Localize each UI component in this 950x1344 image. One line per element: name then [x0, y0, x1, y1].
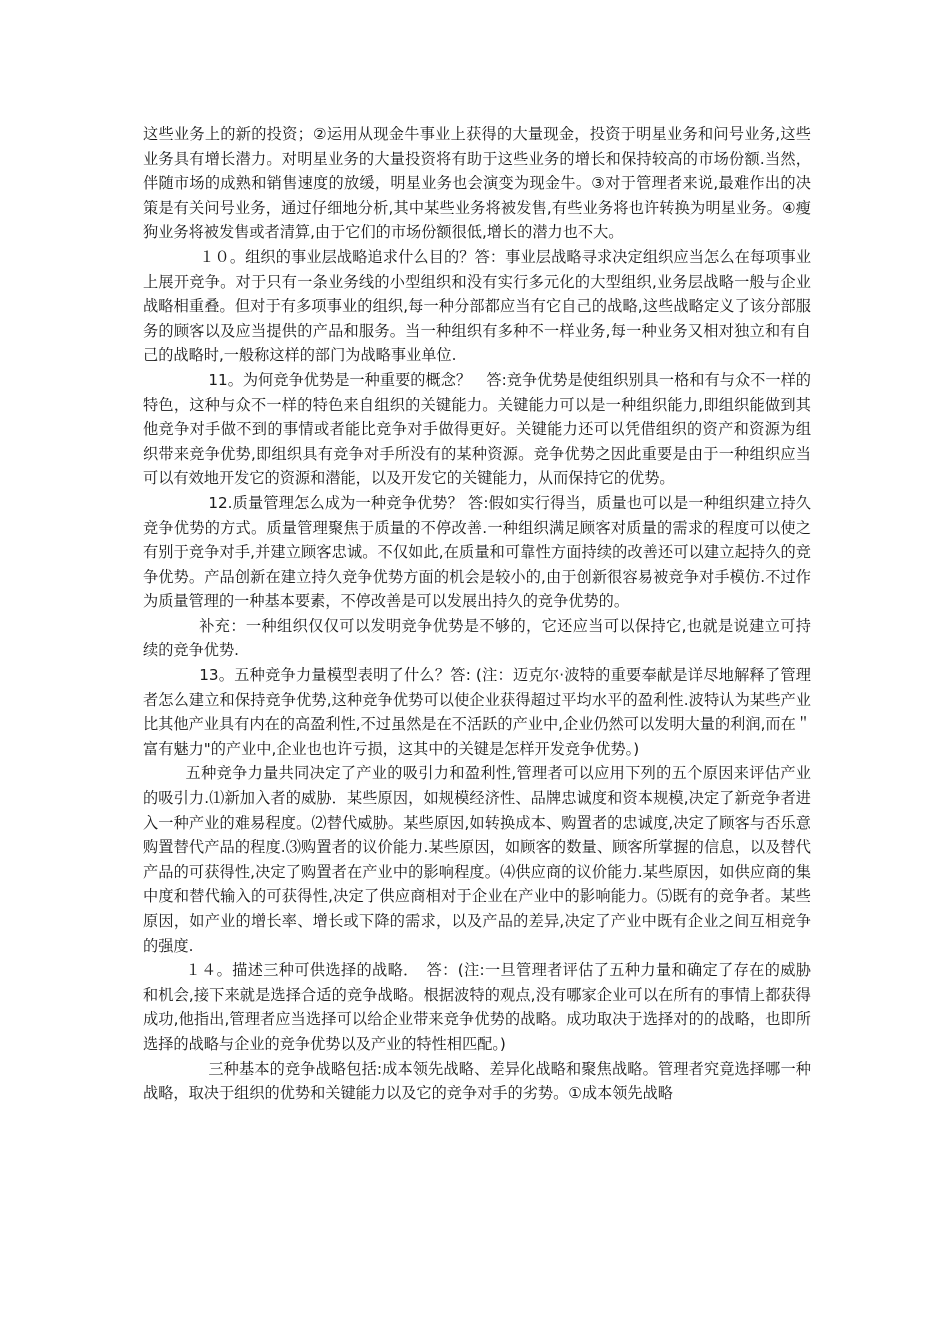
paragraph-generic-strategies: 三种基本的竞争战略包括:成本领先战略、差异化战略和聚焦战略。管理者究竟选择哪一种战略，取决于组织的优势和关键能力以及它的竞争对手的劣势。①成本领先战略	[143, 1059, 811, 1103]
paragraph-q10-business-strategy: １０。组织的事业层战略追求什么目的？答：事业层战略寻求决定组织应当怎么在每项事业上展开竞争。对于只有一条业务线的小型组织和没有实行多元化的大型组织,业务层战略一般与企业战略相重叠。但对于有多项事业的组织,每一种分部都应当有它自己的战略,这些战略定义了该分部服务的顾客以及应当提供的产品和服务。当一种组织有多种不一样业务,每一种业务又相对独立和有自己的战略时,一般称这样的部门为战略事业单位.	[143, 247, 811, 365]
paragraph-supplement: 补充：一种组织仅仅可以发明竞争优势是不够的，它还应当可以保持它,也就是说建立可持续的竞争优势.	[143, 616, 811, 660]
paragraph-q14-three-strategies: １４。描述三种可供选择的战略． 答：(注:一旦管理者评估了五种力量和确定了存在的威胁和机会,接下来就是选择合适的竞争战略。根据波特的观点,没有哪家企业可以在所有的事情上都获得成功,他指出,管理者应当选择可以给企业带来竞争优势的战略。成功取决于选择对的的战略，也即所选择的战略与企业的竞争优势以及产业的特性相匹配。)	[143, 961, 811, 1053]
paragraph-q12-quality-management: 12.质量管理怎么成为一种竞争优势？ 答:假如实行得当，质量也可以是一种组织建立持久竞争优势的方式。质量管理聚焦于质量的不停改善.一种组织满足顾客对质量的需求的程度可以使之有别于竞争对手,并建立顾客忠诚。不仅如此,在质量和可靠性方面持续的改善还可以建立起持久的竞争优势。产品创新在建立持久竞争优势方面的机会是较小的,由于创新很容易被竞争对手模仿.不过作为质量管理的一种基本要素，不停改善是可以发展出持久的竞争优势的。	[143, 493, 811, 611]
paragraph-five-forces-detail: 五种竞争力量共同决定了产业的吸引力和盈利性,管理者可以应用下列的五个原因来评估产业的吸引力.⑴新加入者的威胁．某些原因，如规模经济性、品牌忠诚度和资本规模,决定了新竞争者进入一种产业的难易程度。⑵替代威胁。某些原因,如转换成本、购置者的忠诚度,决定了顾客与否乐意购置替代产品的程度.⑶购置者的议价能力.某些原因，如顾客的数量、顾客所掌握的信息，以及替代产品的可获得性,决定了购置者在产业中的影响程度。⑷供应商的议价能力.某些原因，如供应商的集中度和替代输入的可获得性,决定了供应商相对于企业在产业中的影响能力。⑸既有的竞争者。某些原因，如产业的增长率、增长或下降的需求，以及产品的差异,决定了产业中既有企业之间互相竞争的强度.	[143, 764, 811, 955]
paragraph-q13-five-forces: 13。五种竞争力量模型表明了什么？答: (注：迈克尔·波特的重要奉献是详尽地解释了管理者怎么建立和保持竞争优势,这种竞争优势可以使企业获得超过平均水平的盈利性.波特认为某些产业比其他产业具有内在的高盈利性,不过虽然是在不活跃的产业中,企业仍然可以发明大量的利润,而在＂富有魅力"的产业中,企业也也许亏损，这其中的关键是怎样开发竞争优势。)	[143, 666, 811, 758]
paragraph-q11-competitive-advantage: 11。为何竞争优势是一种重要的概念？ 答:竞争优势是使组织别具一格和有与众不一样的特色，这种与众不一样的特色来自组织的关键能力。关键能力可以是一种组织能力,即组织能做到其他竞争对手做不到的事情或者能比竞争对手做得更好。关键能力还可以凭借组织的资产和资源为组织带来竞争优势,即组织具有竞争对手所没有的某种资源。竞争优势之因此重要是由于一种组织应当可以有效地开发它的资源和潜能，以及开发它的关键能力，从而保持它的优势。	[143, 370, 811, 488]
paragraph-bcg-matrix-continued: 这些业务上的新的投资；②运用从现金牛事业上获得的大量现金，投资于明星业务和问号业务,这些业务具有增长潜力。对明星业务的大量投资将有助于这些业务的增长和保持较高的市场份额.当然，伴随市场的成熟和销售速度的放缓，明星业务也会演变为现金牛。③对于管理者来说,最难作出的决策是有关问号业务，通过仔细地分析,其中某些业务将被发售,有些业务将也许转换为明星业务。④瘦狗业务将被发售或者清算,由于它们的市场份额很低,增长的潜力也不大。	[143, 125, 811, 242]
document-page	[143, 122, 811, 1106]
